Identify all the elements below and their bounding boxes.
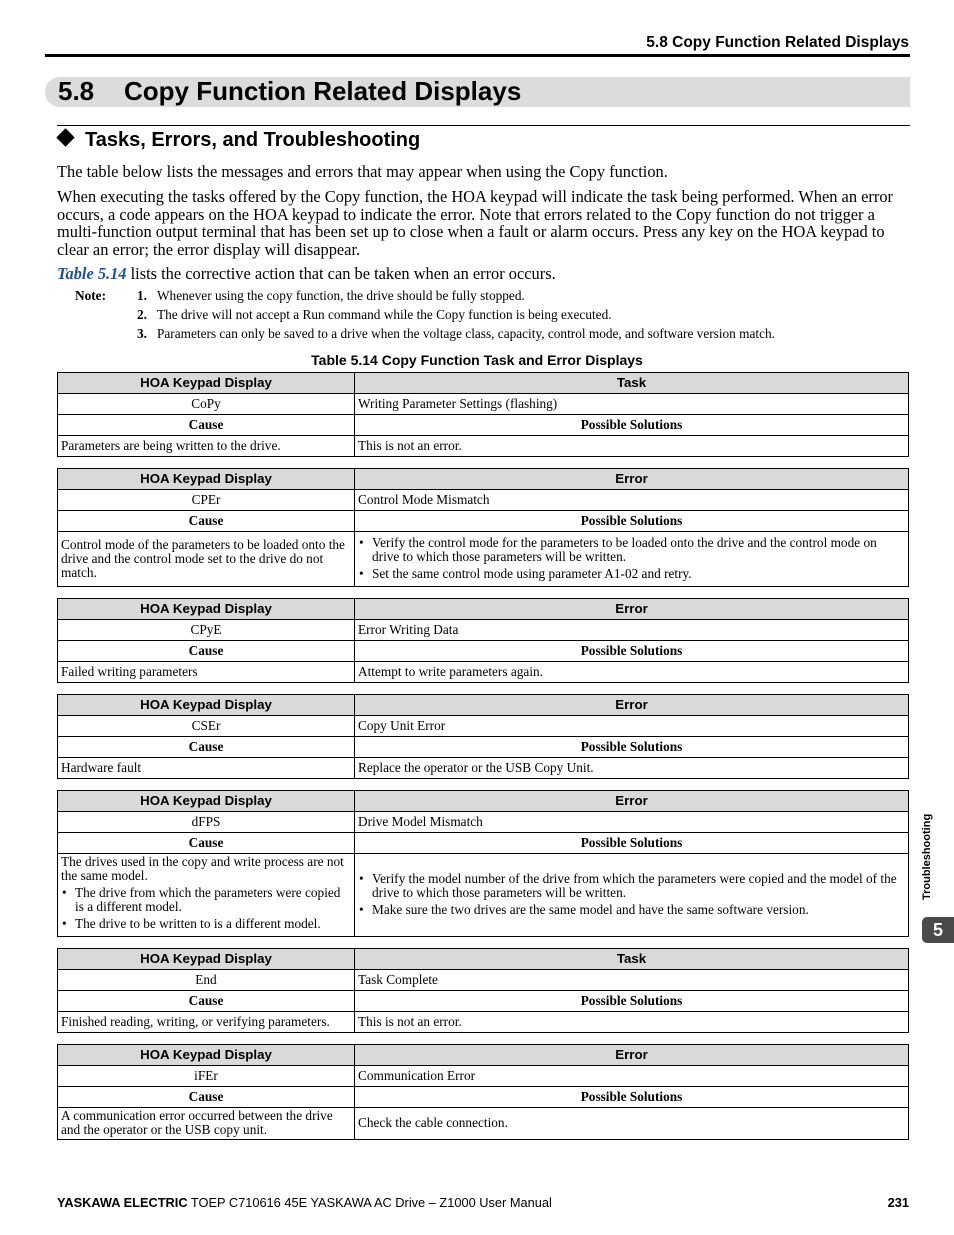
type-header: Task [355,949,909,970]
type-header: Error [355,1045,909,1066]
display-code: dFPS [58,812,355,833]
note-block [75,288,775,345]
solutions-header: Possible Solutions [355,415,909,436]
note-text: Parameters can only be saved to a drive when the voltage class, capacity, control mode, and software version match. [157,326,775,341]
display-header: HOA Keypad Display [58,373,355,394]
cause-header-row [58,511,909,532]
note-item [75,326,775,345]
footer-brand: YASKAWA ELECTRIC [57,1195,188,1210]
code-row [58,490,909,511]
display-code: CoPy [58,394,355,415]
display-header: HOA Keypad Display [58,949,355,970]
side-tab-label-text: Troubleshooting [921,813,933,900]
solutions-header: Possible Solutions [355,737,909,758]
subsection-rule [57,125,910,126]
cause-row [58,662,909,683]
display-name: Control Mode Mismatch [355,490,909,511]
display-table [57,468,909,587]
cause-header: Cause [58,833,355,854]
table-reference-text: lists the corrective action that can be taken when an error occurs. [126,264,556,283]
display-header: HOA Keypad Display [58,469,355,490]
solutions-header: Possible Solutions [355,641,909,662]
solutions-header: Possible Solutions [355,833,909,854]
code-row [58,812,909,833]
cause-text: Control mode of the parameters to be loaded onto the drive and the control mode set to the drive do not match. [58,532,355,587]
type-header: Error [355,695,909,716]
explanation-paragraph: When executing the tasks offered by the Copy function, the HOA keypad will indicate the task being performed. When an error occurs, a code appears on the HOA keypad to indicate the error. Note that errors related to the Copy function do not trigger a multi-function output terminal that has been set up to close when a fault or alarm occurs. Press any key on the HOA keypad to clear an error; the error display will disappear. [57,187,893,259]
type-header: Task [355,373,909,394]
solution-item: • Verify the model number of the drive from which the parameters were copied and the model of the drive to which those parameters will be written. [358,872,905,900]
cause-header: Cause [58,1087,355,1108]
table-header-row [58,373,909,394]
solution-text: Replace the operator or the USB Copy Unit. [355,758,909,779]
table-header-row [58,695,909,716]
table-header-row [58,791,909,812]
cause-item: • The drive from which the parameters were copied is a different model. [61,886,351,914]
table-header-row [58,1045,909,1066]
cause-text: The drives used in the copy and write process are not the same model. [61,854,344,883]
note-number: 1. [137,288,147,303]
page-number: 231 [887,1195,909,1210]
display-code: CPEr [58,490,355,511]
table-header-row [58,949,909,970]
cause-text: Parameters are being written to the drive. [58,436,355,457]
solutions-header: Possible Solutions [355,1087,909,1108]
solution-cell [355,532,909,587]
solution-text: This is not an error. [355,436,909,457]
display-name: Drive Model Mismatch [355,812,909,833]
cause-header: Cause [58,991,355,1012]
cause-row [58,854,909,937]
subsection-title [57,129,420,152]
solution-text: Check the cable connection. [355,1108,909,1140]
display-name: Writing Parameter Settings (flashing) [355,394,909,415]
display-name: Error Writing Data [355,620,909,641]
display-name: Communication Error [355,1066,909,1087]
table-reference-paragraph [57,265,913,283]
cause-row [58,758,909,779]
table-header-row [58,469,909,490]
solution-cell [355,854,909,937]
type-header: Error [355,469,909,490]
chapter-tab[interactable]: 5 [922,917,954,943]
display-table [57,598,909,683]
note-label: Note: [75,288,107,303]
display-code: iFEr [58,1066,355,1087]
cause-text: Finished reading, writing, or verifying parameters. [58,1012,355,1033]
display-name: Task Complete [355,970,909,991]
cause-header-row [58,833,909,854]
section-number: 5.8 [58,76,95,106]
table-reference-link[interactable]: Table 5.14 [57,264,127,283]
cause-text: Hardware fault [58,758,355,779]
cause-row [58,532,909,587]
code-row [58,1066,909,1087]
cause-header-row [58,737,909,758]
note-item [75,307,775,326]
footer [57,1195,552,1210]
code-row [58,716,909,737]
display-table [57,948,909,1033]
cause-cell [58,854,355,937]
display-header: HOA Keypad Display [58,791,355,812]
code-row [58,970,909,991]
solution-text: Attempt to write parameters again. [355,662,909,683]
solution-item: • Set the same control mode using parameter A1-02 and retry. [358,567,905,581]
solution-item: • Verify the control mode for the parameters to be loaded onto the drive and the control mode on drive to which those parameters will be written. [358,536,905,564]
cause-text: Failed writing parameters [58,662,355,683]
copy-function-tables [57,372,909,1151]
cause-header-row [58,991,909,1012]
display-name: Copy Unit Error [355,716,909,737]
note-text: The drive will not accept a Run command while the Copy function is being executed. [157,307,612,322]
note-item [75,288,775,307]
solution-text: This is not an error. [355,1012,909,1033]
cause-header-row [58,1087,909,1108]
cause-header: Cause [58,511,355,532]
cause-row [58,436,909,457]
cause-header: Cause [58,737,355,758]
table-caption: Table 5.14 Copy Function Task and Error Displays [311,352,643,368]
code-row [58,620,909,641]
display-code: CSEr [58,716,355,737]
table-header-row [58,599,909,620]
solutions-header: Possible Solutions [355,511,909,532]
display-table [57,694,909,779]
display-table [57,790,909,937]
cause-text: A communication error occurred between the drive and the operator or the USB copy unit. [58,1108,355,1140]
solution-item: • Make sure the two drives are the same model and have the same software version. [358,903,905,917]
section-title-text: Copy Function Related Displays [124,76,522,106]
cause-row [58,1012,909,1033]
note-number: 3. [137,326,147,341]
diamond-bullet-icon [56,128,74,146]
intro-paragraph: The table below lists the messages and errors that may appear when using the Copy function. [57,162,668,181]
cause-header: Cause [58,641,355,662]
note-number: 2. [137,307,147,322]
footer-document: TOEP C710616 45E YASKAWA AC Drive – Z1000 User Manual [187,1195,552,1210]
header-rule [45,54,910,57]
display-header: HOA Keypad Display [58,599,355,620]
subsection-title-text: Tasks, Errors, and Troubleshooting [85,129,421,151]
display-code: CPyE [58,620,355,641]
code-row [58,394,909,415]
section-title [58,76,521,107]
cause-header-row [58,641,909,662]
display-header: HOA Keypad Display [58,1045,355,1066]
display-header: HOA Keypad Display [58,695,355,716]
cause-header: Cause [58,415,355,436]
cause-header-row [58,415,909,436]
display-code: End [58,970,355,991]
note-text: Whenever using the copy function, the drive should be fully stopped. [157,288,525,303]
cause-item: • The drive to be written to is a different model. [61,917,351,931]
display-table [57,372,909,457]
cause-row [58,1108,909,1140]
display-table [57,1044,909,1140]
solutions-header: Possible Solutions [355,991,909,1012]
type-header: Error [355,791,909,812]
running-header: 5.8 Copy Function Related Displays [646,34,909,51]
type-header: Error [355,599,909,620]
